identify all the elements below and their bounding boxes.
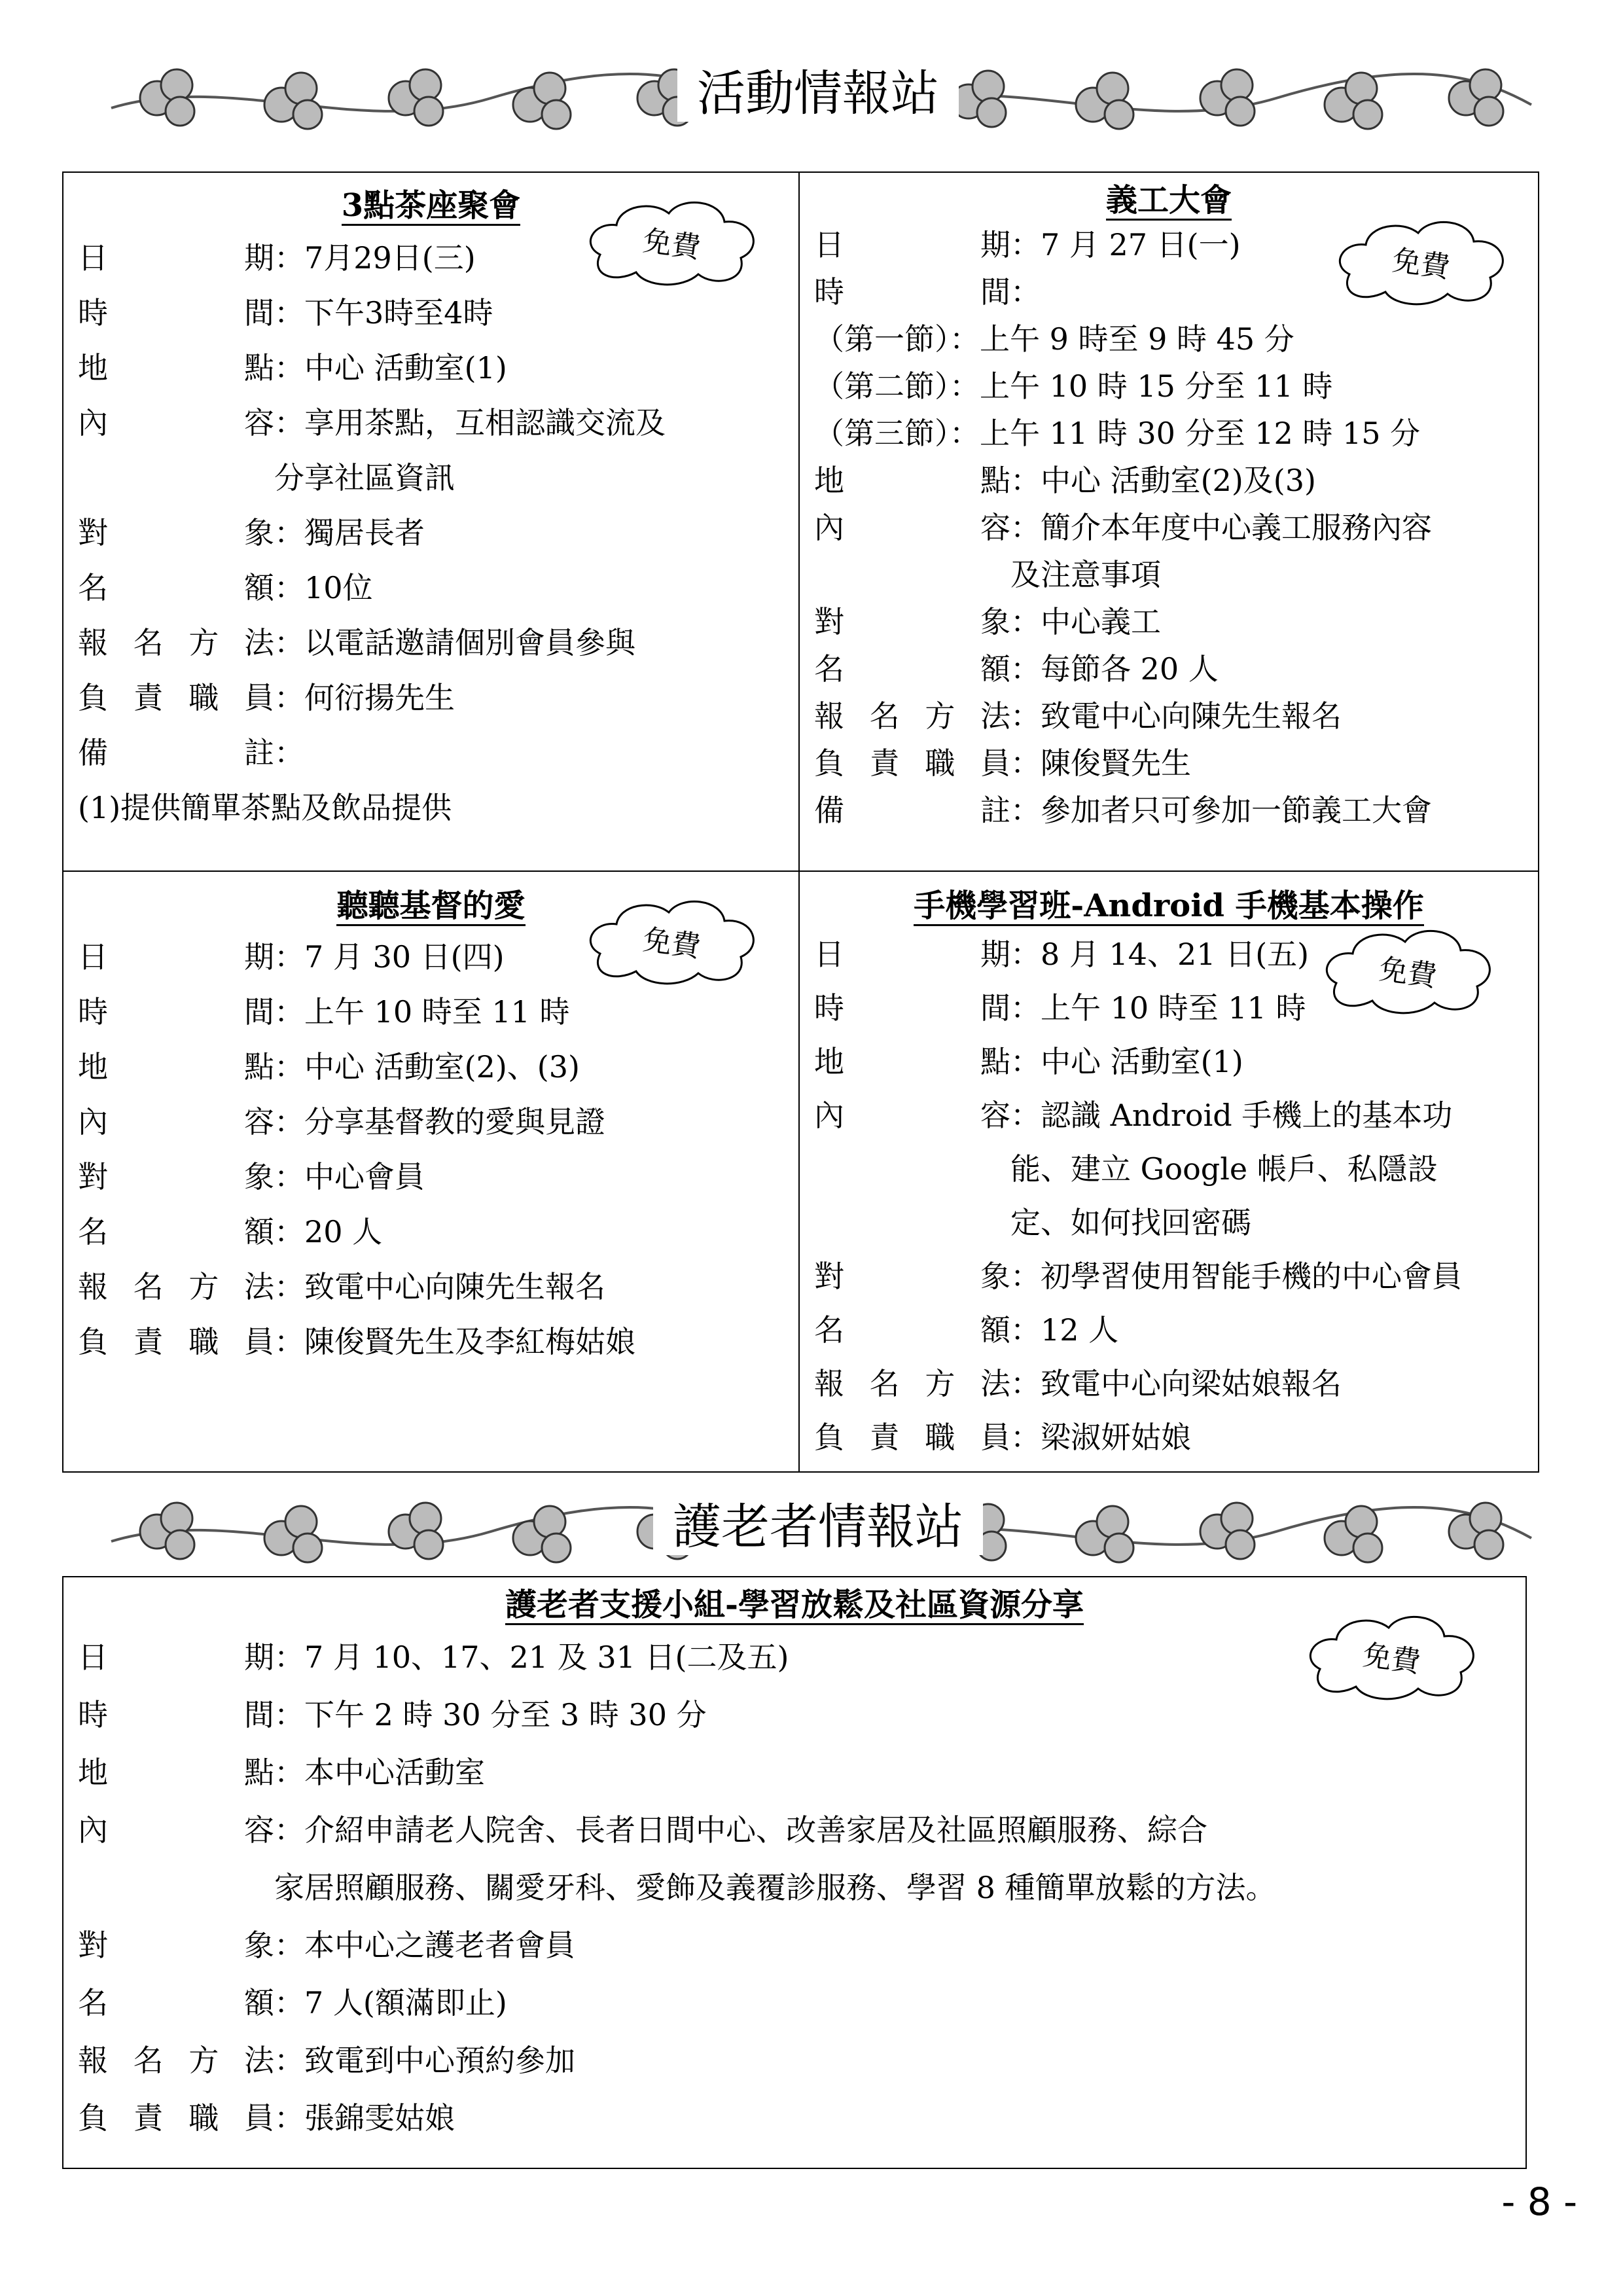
content-continued: 分享社區資訊	[274, 460, 455, 495]
activity-title: 3點茶座聚會	[342, 187, 520, 226]
time-row: 時 間：	[814, 274, 1041, 310]
venue-row: 地 點：中心 活動室(2)及(3)	[814, 463, 1316, 498]
time-row: 時 間：下午 2 時 30 分至 3 時 30 分	[78, 1697, 707, 1732]
free-label: 免費	[641, 923, 703, 964]
activity-title: 護老者支援小組-學習放鬆及社區資源分享	[505, 1587, 1084, 1625]
free-label: 免費	[641, 224, 703, 265]
activity-title: 手機學習班-Android 手機基本操作	[914, 888, 1423, 926]
free-badge	[574, 192, 770, 291]
quota-row: 名 額：12 人	[814, 1312, 1119, 1348]
registration-row: 報名方法：致電中心向陳先生報名	[78, 1269, 605, 1304]
volunteer-meeting-panel	[798, 171, 1539, 872]
activity-title: 義工大會	[1106, 182, 1232, 221]
page-number: - 8 -	[1501, 2179, 1577, 2224]
target-row: 對 象：初學習使用智能手機的中心會員	[814, 1259, 1462, 1294]
remarks-row: 備 註：	[78, 735, 304, 770]
staff-row: 負責職員：陳俊賢先生	[814, 745, 1191, 781]
staff-row: 負責職員：梁淑妍姑娘	[814, 1420, 1191, 1455]
date-row: 日 期：7月29日(三)	[78, 240, 476, 276]
free-label: 免費	[1361, 1638, 1423, 1679]
carer-support-panel	[62, 1576, 1527, 2169]
staff-row: 負責職員：張錦雯姑娘	[78, 2100, 455, 2136]
section-title: 活動情報站	[677, 65, 959, 122]
free-label: 免費	[1377, 952, 1439, 994]
content-row: 內 容：簡介本年度中心義工服務內容	[814, 510, 1432, 545]
content-continued-2: 定、如何找回密碼	[1010, 1205, 1251, 1240]
free-badge	[574, 891, 770, 990]
venue-row: 地 點：本中心活動室	[78, 1755, 485, 1790]
free-label: 免費	[1390, 243, 1452, 285]
target-row: 對 象：中心義工	[814, 604, 1161, 639]
target-row: 對 象：本中心之護老者會員	[78, 1928, 575, 1963]
staff-row: 負責職員：陳俊賢先生及李紅梅姑娘	[78, 1324, 635, 1359]
section-title: 護老者情報站	[653, 1499, 983, 1555]
staff-row: 負責職員：何衍揚先生	[78, 680, 455, 715]
christ-love-panel	[62, 870, 800, 1473]
quota-row: 名 額：10位	[78, 570, 373, 605]
date-row: 日 期：7 月 10、17、21 及 31 日(二及五)	[78, 1640, 789, 1675]
quota-row: 名 額：20 人	[78, 1214, 383, 1249]
date-row: 日 期：8 月 14、21 日(五)	[814, 937, 1310, 972]
content-row: 內 容：享用茶點，互相認識交流及	[78, 405, 666, 440]
target-row: 對 象：中心會員	[78, 1159, 425, 1194]
content-continued: 能、建立 Google 帳戶、私隱設	[1010, 1151, 1438, 1187]
content-continued: 家居照顧服務、關愛牙科、愛飾及義覆診服務、學習 8 種簡單放鬆的方法。	[274, 1870, 1276, 1905]
remarks-row: 備 註：參加者只可參加一節義工大會	[814, 793, 1432, 828]
content-row: 內 容：介紹申請老人院舍、長者日間中心、改善家居及社區照顧服務、綜合	[78, 1812, 1207, 1848]
free-badge	[1294, 1607, 1490, 1705]
free-badge	[1310, 921, 1507, 1019]
time-row: 時 間：上午 10 時至 11 時	[78, 994, 570, 1030]
session-1: （第一節）：上午 9 時至 9 時 45 分	[814, 321, 1294, 357]
activity-title: 聽聽基督的愛	[336, 888, 525, 926]
registration-row: 報名方法：致電到中心預約參加	[78, 2043, 575, 2078]
registration-row: 報名方法：致電中心向梁姑娘報名	[814, 1366, 1342, 1401]
content-row: 內 容：認識 Android 手機上的基本功	[814, 1098, 1453, 1133]
tea-gathering-panel	[62, 171, 800, 872]
time-row: 時 間：下午3時至4時	[78, 295, 493, 331]
quota-row: 名 額：每節各 20 人	[814, 651, 1219, 687]
free-badge	[1323, 212, 1520, 310]
carer-banner	[98, 1479, 1538, 1577]
session-2: （第二節）：上午 10 時 15 分至 11 時	[814, 368, 1333, 404]
venue-row: 地 點：中心 活動室(2)、(3)	[78, 1049, 580, 1085]
phone-class-panel	[798, 870, 1539, 1473]
quota-row: 名 額：7 人(額滿即止)	[78, 1985, 507, 2020]
remarks-note: (1)提供簡單茶點及飲品提供	[78, 790, 452, 825]
date-row: 日 期：7 月 27 日(一)	[814, 227, 1241, 262]
activity-banner	[98, 46, 1538, 144]
session-3: （第三節）：上午 11 時 30 分至 12 時 15 分	[814, 416, 1421, 451]
content-continued: 及注意事項	[1010, 557, 1161, 592]
date-row: 日 期：7 月 30 日(四)	[78, 939, 505, 975]
registration-row: 報名方法：以電話邀請個別會員參與	[78, 625, 635, 660]
target-row: 對 象：獨居長者	[78, 515, 425, 550]
content-row: 內 容：分享基督教的愛與見證	[78, 1104, 605, 1139]
venue-row: 地 點：中心 活動室(1)	[814, 1044, 1243, 1079]
venue-row: 地 點：中心 活動室(1)	[78, 350, 507, 386]
time-row: 時 間：上午 10 時至 11 時	[814, 990, 1306, 1026]
registration-row: 報名方法：致電中心向陳先生報名	[814, 698, 1342, 734]
